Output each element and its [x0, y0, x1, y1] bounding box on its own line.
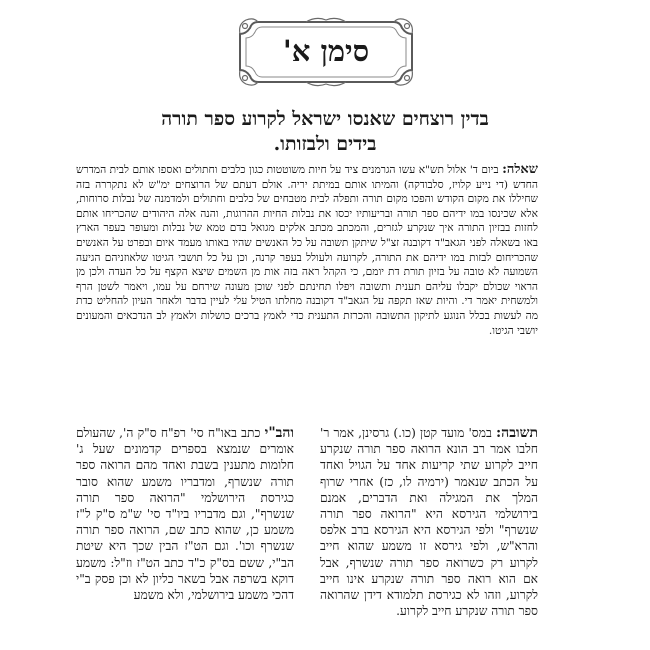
answer-column-left — [76, 425, 294, 603]
answer-column-right — [320, 425, 538, 619]
heading-line-1: בדין רוצחים שאנסו ישראל לקרוע ספר תורה — [161, 108, 489, 130]
answer-section — [76, 425, 538, 650]
answer-text-right: במס' מועד קטן (כו.) גרסינן, אמר ר' חלבו אמר רב הונא הרואה ספר תורה שנקרע חייב לקרוע שתי קריעות אחד על הגויל ואחד על הכתב שנאמר (ירמיה לו, כז) אחרי שרוף המלך את המגילה ואת הדברים, אמנם בירושלמי הגירסא היא "הרואה ספר תורה שנשרף" ולפי הגירסא היא הגירסא ברב אלפס והרא"ש, ולפי גירסא זו משמע שהוא חייב לקרוע רק כשרואה ספר תורה שנשרף, אבל אם הוא רואה ספר תורה שנקרע אינו חייב לקרוע, וזהו לא כגירסת תלמודא דידן שהרואה ספר תורה שנקרע חייב לקרוע. — [320, 426, 538, 619]
heading-line-2: בידים ולבזותו. — [273, 133, 377, 155]
question-label: שאלה: — [502, 163, 538, 177]
question-paragraph — [76, 163, 538, 413]
question-text: ביום ד' אלול תש"א עשו הגרמנים ציד על חיות משוטטות כגון כלבים וחתולים ואספו אותם לבית המדרש החדש (די נייע קלויז, סלבודקה) והמיתו אותם במיתת יריה. אולם דעתם של הרוצחים ימ"ש לא נתקררה בזה שחיללו את מקום הקודש והפכו מקום תורה ותפלה לבית מטבחים של כלבים וחתולים ולמדמנה של נבלות סרוחות, אלא שכינסו במו ידיהם ספר תורה ובריעותיו יכסו את נבלות החיות ההרוגות, והנה אלה היהודים שהכריחו אותם לחזות בבזיון התורה איך שנקרע לגזרים, והמכתב מכתב אלקים מגואל בדם טמא של נבלות ומעופר בעפר הארץ באו בשאלה לפני הגאב"ד דקובנה זצ"ל שיתקן תשובה על כל האנשים שהיו באותו מעמד איום ובפרט על האנשים שהכריחום לבזות במו ידיהם את התורה, לקרועה ולעולל בעפר קרנה, וכן על כל תושבי הגיטו שלאוזניהם הגיעה השמועה לא טובה על בזיון תורת דת יומם, כי הקהל ראה בזה אות מן השמים שיצא הקצף על כל העדה ולכן מן הראוי שכולם יקבלו עליהם תענית ותשובה ויפלו תחינתם לפני שוכן מעונה שירחם על עמו, ויאמר לשטן הרף ולמשחית יאמר די. והיות שאז תקפה על הגאב"ד דקובנה מחלתו הטיל עלי לעיין בדבר ולאחר העיון להחליט כדת מה לעשות בכלל הנוגע לתיקון התשובה והכרזת התענית כדי לאמץ ברכים כושלות ולאמץ לב הנדכאים והמעונים יושבי הגיטו. — [76, 164, 538, 337]
answer-label: תשובה: — [496, 425, 538, 441]
answer-text-left: כתב באו"ח סי' רפ"ח ס"ק ה', שהעולם אומרים שנמצא בספרים קדמונים שעל ג' חלומות מתענין בשבת ואחד מהם הרואה ספר תורה שנשרף, ומדבריו משמע שהוא סובר כגירסת הירושלמי "הרואה ספר תורה שנשרף", וגם מדבריו ביו"ד סי' ש"מ ס"ק ל"ז משמע כן, שהוא כתב שם, הרואה ספר תורה שנשרף וכו'. וגם הט"ז הבין שכך היא שיטת הב"י, ששם בס"ק כ"ד כתב הט"ז וז"ל: משמע דוקא בשרפה אבל בשאר כליון לא וכן פסק ב"י דהכי משמע בירושלמי, ולא משמע — [76, 426, 294, 603]
title-frame — [236, 14, 416, 90]
answer-column-left-label: והב"י — [264, 425, 295, 441]
siman-title: סימן א' — [282, 34, 370, 68]
